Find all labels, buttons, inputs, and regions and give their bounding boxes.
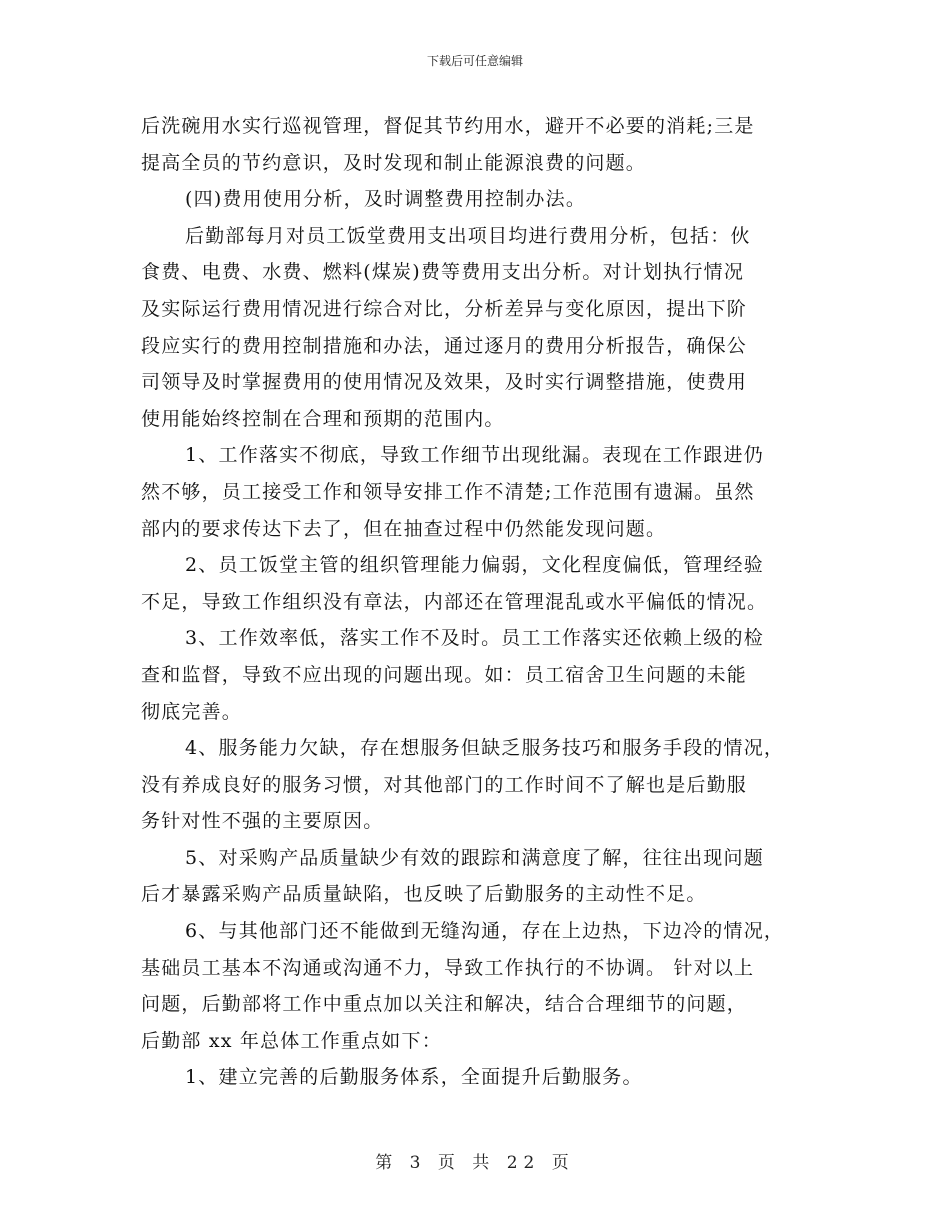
text-line: 后才暴露采购产品质量缺陷，也反映了后勤服务的主动性不足。	[141, 883, 707, 906]
text-line: 部内的要求传达下去了，但在抽查过程中仍然能发现问题。	[141, 517, 667, 540]
text-line: 1、建立完善的后勤服务体系，全面提升后勤服务。	[185, 1066, 643, 1089]
text-line: 及实际运行费用情况进行综合对比，分析差异与变化原因，提出下阶	[141, 297, 748, 320]
text-line: 彻底完善。	[141, 700, 243, 723]
text-line: (四)费用使用分析，及时调整费用控制办法。	[185, 188, 587, 211]
text-line: 使用能始终控制在合理和预期的范围内。	[141, 407, 505, 430]
text-line: 3、工作效率低，落实工作不及时。员工工作落实还依赖上级的检	[185, 627, 764, 650]
text-line: 后洗碗用水实行巡视管理，督促其节约用水，避开不必要的消耗;三是	[141, 115, 755, 137]
text-line: 基础员工基本不沟通或沟通不力，导致工作执行的不协调。 针对以上	[141, 956, 755, 979]
text-line: 2、员工饭堂主管的组织管理能力偏弱，文化程度偏低，管理经验	[185, 554, 764, 577]
text-line: 后勤部 xx 年总体工作重点如下：	[141, 1029, 442, 1052]
document-body	[141, 108, 811, 1096]
text-line: 查和监督，导致不应出现的问题出现。如：员工宿舍卫生问题的未能	[141, 663, 748, 686]
text-line: 没有养成良好的服务习惯，对其他部门的工作时间不了解也是后勤服	[141, 773, 748, 796]
text-line: 段应实行的费用控制措施和办法，通过逐月的费用分析报告，确保公	[141, 334, 748, 357]
text-line: 4、服务能力欠缺，存在想服务但缺乏服务技巧和服务手段的情况，	[185, 737, 785, 760]
text-line: 然不够，员工接受工作和领导安排工作不清楚;工作范围有遗漏。虽然	[141, 480, 755, 503]
text-line: 后勤部每月对员工饭堂费用支出项目均进行费用分析，包括：伙	[185, 224, 751, 247]
text-line: 6、与其他部门还不能做到无缝沟通，存在上边热，下边冷的情况，	[185, 920, 785, 943]
text-line: 提高全员的节约意识，及时发现和制止能源浪费的问题。	[141, 151, 647, 174]
text-line: 1、工作落实不彻底，导致工作细节出现纰漏。表现在工作跟进仍	[185, 444, 764, 467]
text-line: 务针对性不强的主要原因。	[141, 810, 384, 833]
page-header: 下载后可任意编辑	[426, 54, 523, 68]
text-line: 不足，导致工作组织没有章法，内部还在管理混乱或水平偏低的情况。	[141, 590, 768, 613]
text-line: 食费、电费、水费、燃料(煤炭)费等费用支出分析。对计划执行情况	[141, 261, 745, 284]
text-line: 司领导及时掌握费用的使用情况及效果，及时实行调整措施，使费用	[141, 371, 748, 394]
page-footer: 第 3 页 共 22 页	[375, 1153, 575, 1173]
text-line: 问题，后勤部将工作中重点加以关注和解决，结合合理细节的问题，	[141, 993, 748, 1016]
text-line: 5、对采购产品质量缺少有效的跟踪和满意度了解，往往出现问题	[185, 846, 764, 869]
